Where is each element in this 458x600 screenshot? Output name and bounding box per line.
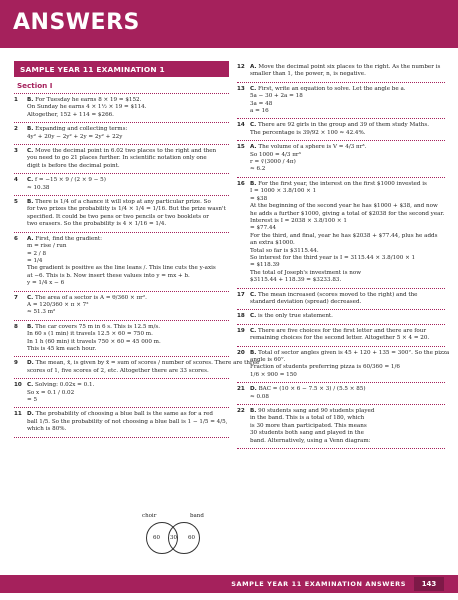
answer-text: = $38 [250, 195, 268, 202]
answer-text: The area of a sector is A = θ/360 × πr². [35, 294, 147, 301]
answer-item [237, 119, 445, 141]
answer-text: ≈ 6.2 [250, 166, 266, 173]
answer-text: For Tuesday he earns 8 × 19 = $152. [35, 97, 142, 103]
venn-left-label: choir [142, 513, 157, 519]
answer-line [250, 299, 445, 306]
answer-line [250, 415, 445, 422]
answer-item [14, 357, 260, 379]
answer-text: The volume of a sphere is V = 4/3 πr³. [258, 144, 367, 151]
answer-item [14, 196, 229, 233]
answer-text: which is 80%. [27, 426, 67, 433]
answer-text: 90 students sang and 90 students played [258, 408, 375, 415]
answer-text: The probability of choosing a blue ball is the same as for a red [35, 411, 213, 418]
venn-diagram [138, 513, 210, 559]
question-number: 5 [14, 199, 18, 206]
answer-line [250, 357, 449, 364]
answer-line [27, 346, 229, 353]
answer-item [14, 321, 229, 358]
answer-line [250, 372, 449, 379]
question-number: 12 [237, 64, 245, 70]
answer-text: I = 1000 × 3.8/100 × 1 [250, 188, 317, 195]
answer-line [250, 71, 445, 78]
answer-text: = $118.39 [250, 262, 280, 269]
answer-line [250, 181, 445, 188]
answer-text: So interest for the third year is I = 3115.44 × 3.8/100 × 1 [250, 254, 416, 261]
answer-text: two erasers. So the probability is 4 × 1/16 = 1/4. [27, 221, 167, 228]
answer-text: There are five choices for the first letter and there are four [258, 327, 427, 334]
answer-text: There is 1/4 of a chance it will stop at any particular prize. So [35, 199, 211, 206]
answer-choice: C. [27, 148, 34, 155]
answer-text: For the third, and final, year he has $2038 + $77.44, plus he adds [250, 232, 438, 239]
question-number: 7 [14, 294, 18, 301]
answer-line [250, 122, 445, 129]
answer-item [14, 145, 229, 174]
answer-line [250, 277, 445, 284]
answer-line [250, 152, 445, 159]
answer-line [250, 130, 445, 137]
answer-item [237, 347, 450, 384]
answer-choice: C. [27, 382, 34, 389]
answer-text: band. Alternatively, using a Venn diagram: [250, 437, 371, 444]
question-number: 16 [237, 180, 245, 187]
answer-choice: B. [27, 199, 34, 206]
answer-line [27, 419, 229, 426]
answer-text: In 1 h (60 min) it travels 750 × 60 = 45 000 m. [27, 338, 161, 345]
answer-text: = $77.44 [250, 225, 277, 232]
venn-middle-value: 30 [170, 535, 177, 541]
right-question-list [237, 61, 450, 449]
question-number: 8 [14, 323, 18, 330]
answer-text: A = 120/360 × π × 7² [27, 301, 89, 308]
answer-line [27, 302, 229, 309]
answer-line [27, 426, 229, 433]
answer-line [250, 233, 445, 240]
answer-line [27, 214, 229, 221]
answer-line [27, 221, 229, 228]
answer-text: So x = 0.1 / 0.02 [27, 389, 75, 396]
section-heading: Section I [14, 77, 229, 94]
answer-text: in the band. This is a total of 180, which [250, 415, 365, 422]
answer-text: Expanding and collecting terms: [35, 126, 128, 133]
answer-line [27, 155, 229, 162]
question-number: 21 [237, 386, 245, 393]
answer-choice: B. [250, 180, 257, 187]
answer-line [27, 397, 229, 404]
answer-text: Move the decimal point six places to the right. As the number is [258, 64, 441, 70]
answer-line [250, 86, 445, 93]
answer-line [250, 313, 445, 320]
answer-line [250, 188, 445, 195]
footer-bar [0, 575, 458, 593]
answer-text: scores of 1, five scores of 2, etc. Altogether there are 33 scores. [27, 367, 209, 374]
answer-text: at −6. This is b. Now insert these values into y = mx + b. [27, 272, 190, 279]
answer-line [250, 430, 445, 437]
answer-text: Interest is I = 2038 × 3.8/100 × 1 [250, 217, 347, 224]
answer-line [250, 101, 445, 108]
answer-item [237, 383, 445, 405]
answer-line [250, 93, 445, 100]
answer-choice: D. [27, 411, 34, 418]
answer-line [27, 368, 259, 375]
answer-text: The percentage is 39/92 × 100 ≈ 42.4%. [250, 129, 366, 136]
answer-item [14, 379, 229, 408]
answer-choice: B. [27, 323, 34, 330]
answer-line [27, 206, 229, 213]
answer-item [237, 178, 445, 289]
answer-item [237, 325, 445, 347]
answer-line [250, 292, 445, 299]
answer-text: angle is 60°. [250, 357, 286, 363]
answer-line [250, 64, 445, 71]
answer-line [250, 255, 445, 262]
answer-choice: C. [250, 122, 257, 129]
answer-choice: B. [27, 97, 34, 103]
answer-text: 3a = 48 [250, 100, 273, 107]
answer-text: There are 92 girls in the group and 39 of them study Maths. [258, 122, 430, 129]
answer-line [250, 240, 445, 247]
answer-line [250, 423, 445, 430]
venn-left-value: 60 [153, 535, 160, 541]
answer-choice: C. [250, 327, 257, 334]
answer-item [237, 289, 445, 311]
answer-line [250, 218, 445, 225]
answer-text: First, find the gradient: [35, 235, 102, 242]
question-number: 3 [14, 148, 18, 155]
answer-choice: B. [250, 349, 257, 356]
answer-line [27, 265, 229, 272]
answer-text: smaller than 1, the power, n, is negative. [250, 71, 366, 78]
answer-line [27, 185, 229, 192]
question-number: 19 [237, 327, 245, 334]
answer-text: The mean increased (scores moved to the right) and the [258, 291, 418, 298]
answer-line [27, 243, 229, 250]
question-number: 18 [237, 313, 245, 320]
question-number: 15 [237, 144, 245, 151]
answer-line [250, 386, 445, 393]
answer-line [27, 331, 229, 338]
answer-text: Fraction of students preferring pizza is 60/360 = 1/6 [250, 364, 400, 371]
answer-text: = 5 [27, 397, 38, 403]
answer-text: for two prizes the probability is 1/4 × 1/4 = 1/16. But the prize wasn't [27, 206, 226, 213]
answer-line [250, 108, 445, 115]
answer-text: BAC = (10 × 6 − 7.5 × 3) / (5.5 × 85) [258, 386, 366, 393]
answer-text: is the only true statement. [258, 313, 333, 320]
answer-text: remaining choices for the second letter. Altogether 5 × 4 = 20. [250, 335, 430, 342]
answer-text: m = rise / run [27, 243, 67, 250]
answer-line [250, 248, 445, 255]
answer-line [27, 134, 229, 141]
answer-line [27, 251, 229, 258]
answer-text: 5a − 30 + 2a = 18 [250, 93, 303, 100]
answer-line [27, 126, 229, 133]
answer-text: = 1/4 [27, 257, 43, 264]
answer-text: digit is before the decimal point. [27, 162, 120, 169]
answer-line [250, 270, 445, 277]
answer-text: On Sunday he earns 4 × 1½ × 19 = $114. [27, 104, 147, 111]
answer-text: 1/6 × 900 = 150 [250, 371, 297, 378]
answer-line [250, 408, 445, 415]
answer-choice: C. [250, 313, 257, 320]
question-number: 22 [237, 408, 245, 415]
answer-line [27, 236, 229, 243]
answer-choice: A. [250, 64, 257, 70]
answer-line [27, 382, 229, 389]
answer-line [27, 324, 229, 331]
venn-right-value: 60 [188, 535, 195, 541]
answer-text: r = ∛(3000 / 4π) [250, 159, 296, 166]
question-number: 17 [237, 291, 245, 298]
answer-item [237, 141, 445, 178]
answer-line [250, 394, 445, 401]
question-number: 9 [14, 360, 18, 367]
answer-item [14, 174, 229, 196]
answer-line [27, 97, 229, 104]
answer-line [27, 104, 229, 111]
answer-item [237, 310, 445, 324]
answer-choice: C. [250, 291, 257, 298]
answer-text: The car covers 75 m in 6 s. This is 12.5 m/s. [35, 323, 160, 330]
answer-line [250, 225, 445, 232]
answer-choice: C. [27, 177, 34, 184]
answer-item [237, 61, 445, 83]
answer-item [237, 83, 445, 120]
answer-line [250, 144, 445, 151]
question-number: 6 [14, 235, 18, 242]
answer-text: specified. It could be two pens or two pencils or two booklets or [27, 213, 209, 220]
answer-item [237, 405, 445, 449]
answer-line [27, 273, 229, 280]
answer-line [27, 280, 229, 287]
question-number: 14 [237, 122, 245, 129]
answer-text: Total of sector angles given is 45 + 120 + 135 = 300°. So the pizza [258, 349, 450, 356]
answer-text: ≈ 10.38 [27, 184, 50, 191]
answer-text: ball 1/5. So the probability of not choosing a blue ball is 1 − 1/5 = 4/5, [27, 418, 228, 425]
answer-line [27, 295, 229, 302]
answer-text: ≈ 51.3 m² [27, 309, 56, 316]
answer-line [250, 159, 445, 166]
answer-choice: C. [250, 85, 257, 92]
answer-line [250, 328, 445, 335]
answer-line [250, 350, 449, 357]
question-number: 4 [14, 177, 18, 184]
answer-text: This is 45 km each hour. [27, 345, 97, 352]
answer-text: First, write an equation to solve. Let the angle be a. [258, 85, 406, 92]
answer-text: Solving: 0.02x = 0.1. [35, 382, 95, 389]
question-number: 10 [14, 382, 22, 389]
answer-text: For the first year, the interest on the first $1000 invested is [258, 180, 427, 187]
answer-line [250, 335, 445, 342]
answer-line [27, 309, 229, 316]
answer-text: Total so far is $3115.44. [250, 247, 319, 254]
answer-choice: A. [250, 144, 257, 151]
answer-text: is 30 more than participated. This means [250, 422, 367, 429]
answer-line [250, 196, 445, 203]
question-number: 1 [14, 97, 18, 103]
answer-text: 30 students both sang and played in the [250, 430, 364, 437]
answer-choice: A. [27, 235, 34, 242]
answer-item [14, 123, 229, 145]
answer-line [250, 211, 445, 218]
answer-text: = 2 / 8 [27, 250, 47, 257]
exam-title: SAMPLE YEAR 11 EXAMINATION 1 [14, 61, 229, 77]
answer-item [14, 408, 229, 437]
answer-line [27, 177, 229, 184]
answer-item [14, 233, 229, 292]
answer-text: f = −15 × 9 / (2 × 9 − 5) [35, 177, 106, 184]
page-number: 143 [414, 577, 444, 591]
answer-text: In 60 s (1 min) it travels 12.5 × 60 = 750 m. [27, 331, 153, 338]
answer-line [27, 360, 259, 367]
answer-text: you need to go 21 places further. In scientific notation only one [27, 155, 207, 162]
answer-text: ≈ 0.08 [250, 393, 269, 400]
answer-text: At the beginning of the second year he has $1000 + $38, and now [250, 203, 438, 210]
answer-line [250, 262, 445, 269]
answer-item [14, 292, 229, 321]
answer-text: y = 1/4 x − 6 [27, 280, 65, 287]
answer-text: a = 16 [250, 108, 269, 115]
venn-right-label: band [190, 513, 204, 519]
right-column [237, 61, 450, 449]
answer-text: Move the decimal point in 6.02 two places to the right and then [35, 148, 217, 155]
answer-line [27, 112, 229, 119]
answer-line [27, 199, 229, 206]
answer-text: Altogether, 152 + 114 = $266. [27, 111, 114, 118]
answer-line [27, 411, 229, 418]
question-number: 2 [14, 126, 18, 133]
answers-banner [0, 0, 458, 48]
answer-line [27, 390, 229, 397]
answer-text: The total of Joseph's investment is now [250, 269, 361, 276]
question-number: 20 [237, 349, 245, 356]
answer-item [14, 94, 229, 123]
answer-choice: B. [250, 408, 257, 415]
answer-line [250, 364, 449, 371]
answer-text: The gradient is positive as the line leans /. This line cuts the y-axis [27, 265, 216, 272]
answer-text: So 1000 = 4/3 πr³ [250, 151, 301, 158]
answer-text: an extra $1000. [250, 240, 295, 247]
answer-line [250, 166, 445, 173]
answer-choice: C. [27, 294, 34, 301]
answer-choice: D. [27, 360, 34, 367]
footer-text: SAMPLE YEAR 11 EXAMINATION ANSWERS [231, 580, 406, 588]
answer-line [250, 203, 445, 210]
answer-text: 4y² + 20y − 2y² + 2y = 2y² + 22y [27, 133, 123, 140]
question-number: 11 [14, 411, 22, 418]
question-number: 13 [237, 85, 245, 92]
answer-line [27, 339, 229, 346]
answer-line [27, 258, 229, 265]
answer-line [250, 438, 445, 445]
answer-text: standard deviation (spread) decreased. [250, 298, 362, 305]
answer-choice: B. [27, 126, 34, 133]
answer-line [27, 148, 229, 155]
answer-text: $3115.44 + 118.39 = $3233.83. [250, 277, 342, 284]
answer-text: he adds a further $1000, giving a total of $2038 for the second year. [250, 210, 445, 217]
answer-choice: D. [250, 386, 257, 393]
answer-text: The mean, x̄, is given by x̄ = sum of scores / number of scores. There are three [35, 360, 260, 367]
answer-line [27, 163, 229, 170]
page-title: ANSWERS [13, 10, 140, 35]
